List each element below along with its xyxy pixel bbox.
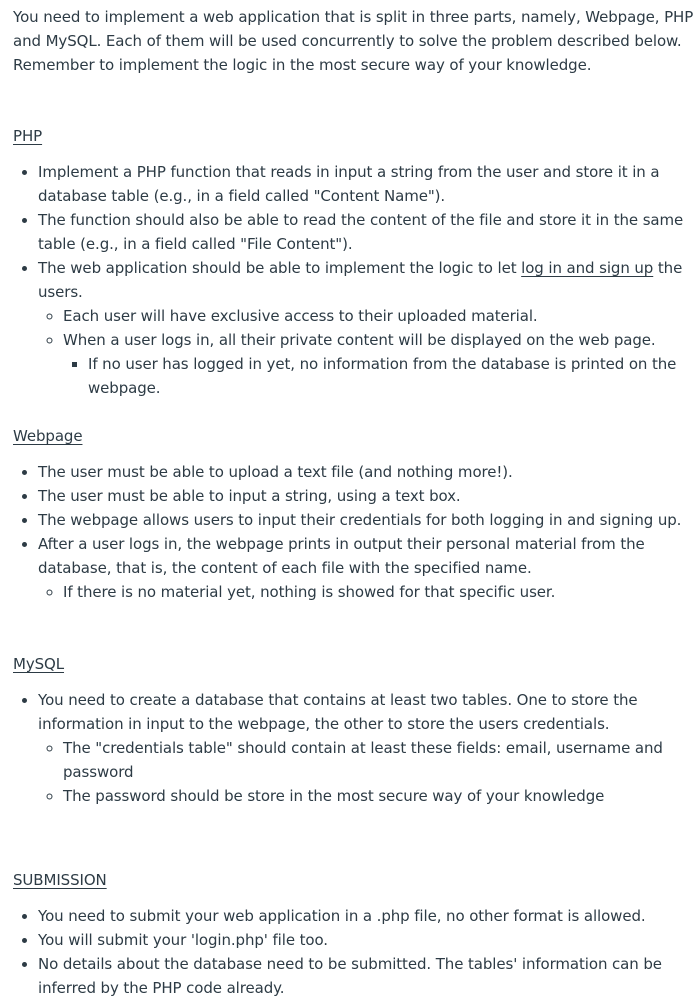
mysql-list	[13, 688, 697, 808]
webpage-sublist	[38, 580, 697, 604]
mysql-item-1-text: You need to create a database that contains at least two tables. One to store the information in input to the webpage, the other to store the users credentials.	[38, 691, 638, 733]
php-list	[13, 160, 697, 400]
webpage-subitem-1: ◦ If there is no material yet, nothing is showed for that specific user.	[63, 580, 697, 604]
mysql-section-title: MySQL	[13, 655, 65, 673]
submission-item-2: • You will submit your 'login.php' file too.	[38, 928, 697, 952]
webpage-item-4	[38, 532, 697, 604]
intro-paragraph: You need to implement a web application that is split in three parts, namely, Webpage, PHP and MySQL. Each of them will be used concurrently to solve the problem described below. Remember to implement the logic in the most secure way of your knowledge.	[13, 8, 694, 74]
php-section	[13, 124, 697, 400]
php-subitem-2-text: When a user logs in, all their private content will be displayed on the web page.	[63, 331, 656, 349]
submission-list	[13, 904, 697, 1000]
submission-item-1: • You need to submit your web application in a .php file, no other format is allowed.	[38, 904, 697, 928]
submission-item-3: • No details about the database need to be submitted. The tables' information can be inferred by the PHP code already.	[38, 952, 697, 1000]
webpage-section	[13, 424, 697, 604]
php-sublist	[38, 304, 697, 400]
webpage-item-3: • The webpage allows users to input their credentials for both logging in and signing up.	[38, 508, 697, 532]
submission-section-title: SUBMISSION	[13, 871, 107, 889]
submission-section	[13, 868, 697, 1000]
php-subsubitem-1: ▪ If no user has logged in yet, no information from the database is printed on the webpage.	[88, 352, 697, 400]
webpage-item-4-text: After a user logs in, the webpage prints in output their personal material from the database, that is, the content of each file with the specified name.	[38, 535, 645, 577]
mysql-section	[13, 652, 697, 808]
php-subitem-2	[63, 328, 697, 400]
mysql-subitem-1: ◦ The "credentials table" should contain at least these fields: email, username and password	[63, 736, 697, 784]
php-item-3	[38, 256, 697, 400]
webpage-section-title: Webpage	[13, 427, 83, 445]
php-item-3-text-before: The web application should be able to implement the logic to let	[38, 259, 522, 277]
login-signup-link[interactable]: log in and sign up	[521, 259, 654, 277]
php-subsublist	[63, 352, 697, 400]
mysql-item-1	[38, 688, 697, 808]
mysql-sublist	[38, 736, 697, 808]
mysql-subitem-2: ◦ The password should be store in the most secure way of your knowledge	[63, 784, 697, 808]
php-item-3-text-after: the users.	[38, 259, 683, 301]
webpage-item-1: • The user must be able to upload a text file (and nothing more!).	[38, 460, 697, 484]
webpage-item-2: • The user must be able to input a string, using a text box.	[38, 484, 697, 508]
webpage-list	[13, 460, 697, 604]
php-section-title: PHP	[13, 127, 43, 145]
php-item-1: • Implement a PHP function that reads in input a string from the user and store it in a database table (e.g., in a field called "Content Name").	[38, 160, 697, 208]
php-item-2: • The function should also be able to read the content of the file and store it in the same table (e.g., in a field called "File Content").	[38, 208, 697, 256]
php-subitem-1: ◦ Each user will have exclusive access to their uploaded material.	[63, 304, 697, 328]
